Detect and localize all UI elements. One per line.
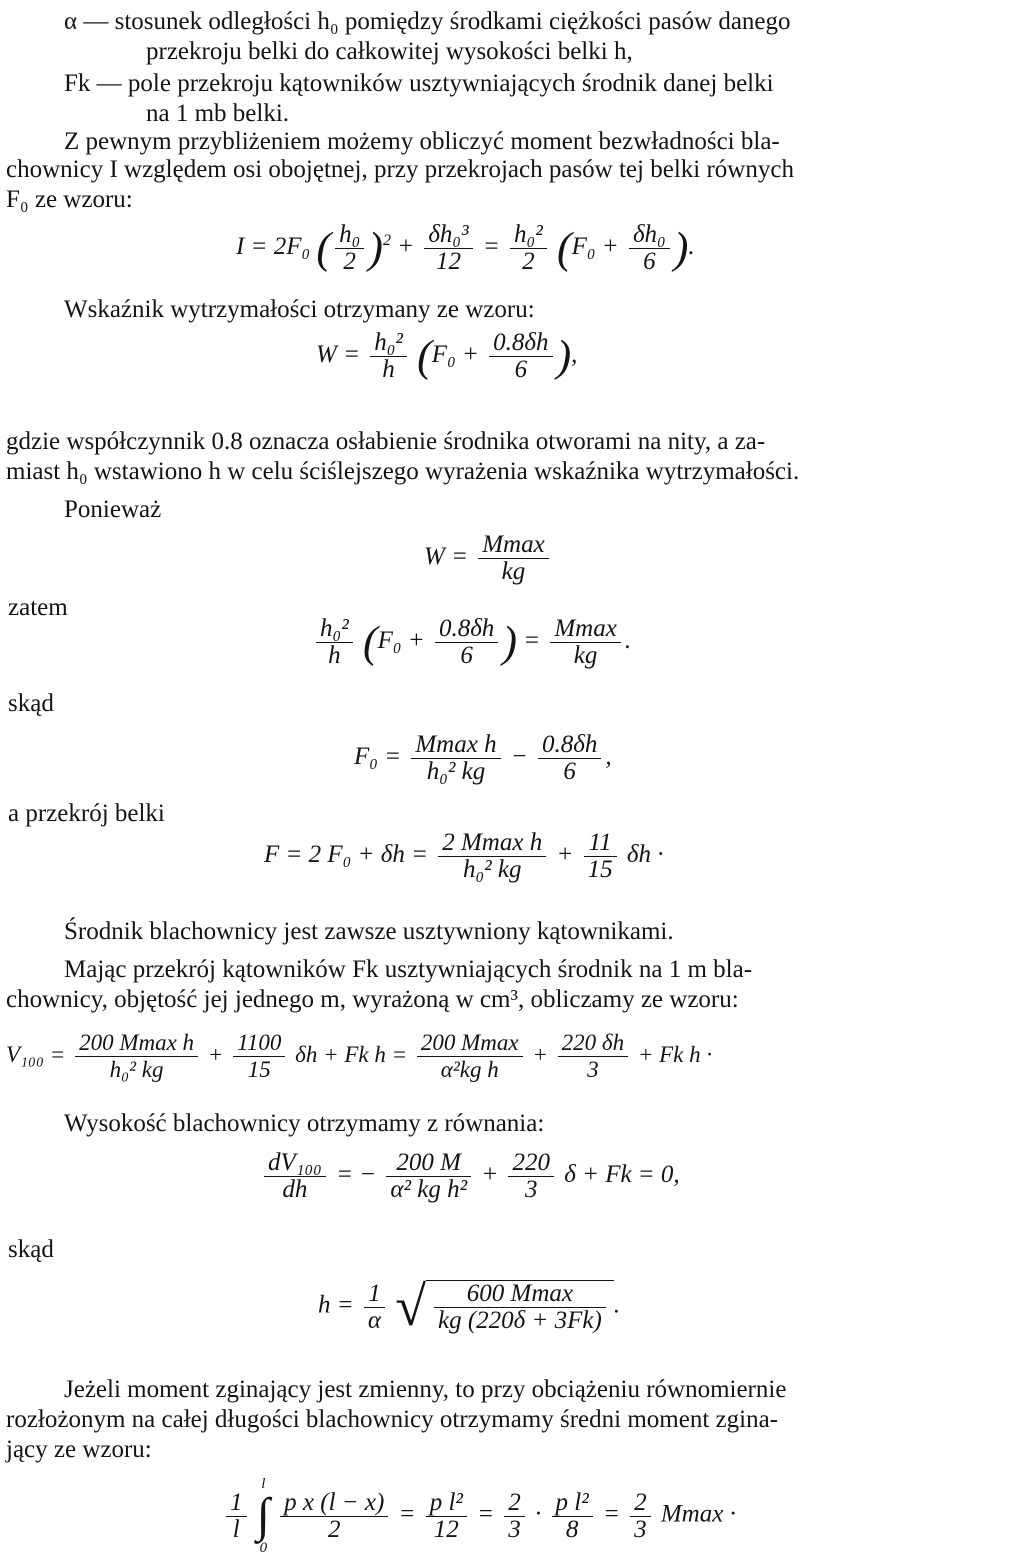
fraction: $\frac{\text{h₀²}}{h}$: [316, 616, 353, 669]
fraction: $\frac{1}{\alpha}$: [364, 1281, 385, 1334]
fraction: $\frac{\text{δh₀³}}{12}$: [424, 222, 472, 275]
eq-lhs: I = 2F₀: [236, 233, 311, 261]
fraction: $\frac{11}{15}$: [584, 830, 617, 883]
fraction: $\frac{\text{2 Mmax h}}{\text{h₀² kg}}$: [438, 830, 546, 883]
label-skad: skąd: [8, 1236, 54, 1263]
equation-f0: F₀ = $\frac{\text{Mmax h}}{\text{h₀² kg}}$ − $\frac{0.8\delta h}{6}$ ,: [354, 731, 612, 785]
label-przekroj-belki: a przekrój belki: [8, 800, 165, 827]
equation-volume: V₁₀₀ = $\frac{\text{200 Mmax h}}{\text{h₀² kg}}$ + $\frac{1100}{15}$ δh + Fk h = $\frac{200 Mmax}{\text{α²kg h}}$ + $\frac{220 \delta h}{3}$ + Fk h ·: [6, 1030, 713, 1082]
fraction: $\frac{\text{p x (l − x)}}{2}$: [280, 1490, 388, 1543]
fraction: $\frac{0.8\delta h}{6}$: [538, 732, 601, 785]
fraction: $\frac{2}{3}$: [630, 1490, 651, 1543]
equation-section-modulus: W = $\frac{\text{h₀²}}{h}$ (F₀ + $\frac{0.8\delta h}{6}$ ),: [316, 329, 578, 383]
fraction: $\frac{1}{l}$: [226, 1490, 247, 1543]
fraction: $\frac{\text{h₀²}}{h}$: [370, 330, 407, 383]
equation-w-from-moment: W = $\frac{Mmax}{kg}$: [424, 532, 553, 585]
text-line: chownicy I względem osi obojętnej, przy przekrojach pasów tej belki równych: [6, 156, 794, 183]
equation-derivative: $\frac{\text{dV₁₀₀}}{dh}$ = − $\frac{200 M}{\text{α² kg h²}}$ + $\frac{220}{3}$ δ + Fk = 0,: [260, 1150, 680, 1203]
text-line: chownicy, objętość jej jednego m, wyrażoną w cm³, obliczamy ze wzoru:: [6, 986, 739, 1013]
fraction: $\frac{\text{Mmax h}}{\text{h₀² kg}}$: [411, 732, 500, 785]
definition-alpha: α — stosunek odległości h₀ pomiędzy środkami ciężkości pasów danego: [64, 8, 791, 35]
equation-cross-section: F = 2 F₀ + δh = $\frac{\text{2 Mmax h}}{\text{h₀² kg}}$ + $\frac{11}{15}$ δh ·: [264, 829, 664, 883]
equation-height: h = $\frac{1}{\alpha}$ √ $\frac{600 Mmax}{kg (220\delta + 3Fk)}$ .: [318, 1276, 621, 1338]
text-line: miast h₀ wstawiono h w celu ściślejszego wyrażenia wskaźnika wytrzymałości.: [6, 458, 800, 485]
text-line: Wskaźnik wytrzymałości otrzymany ze wzoru:: [64, 296, 535, 323]
fraction: $\frac{\text{p l²}}{8}$: [552, 1490, 593, 1543]
definition-alpha-cont: przekroju belki do całkowitej wysokości belki h,: [146, 38, 633, 65]
fraction: $\frac{2}{3}$: [504, 1490, 525, 1543]
text-line: Mając przekrój kątowników Fk usztywniających środnik na 1 m bla-: [64, 956, 753, 983]
label-skad: skąd: [8, 690, 54, 717]
text-line: gdzie współczynnik 0.8 oznacza osłabienie środnika otworami na nity, a za-: [6, 428, 766, 455]
equation-moment-of-inertia: I = 2F₀ ( $\frac{\text{h₀}}{2}$ )$^2$ + $\frac{\text{δh₀³}}{12}$ = $\frac{\text{h₀²}}{2}$ (F₀ + $\frac{\text{δh₀}}{6}$ ).: [236, 221, 695, 275]
fraction: $\frac{\text{h₀}}{2}$: [335, 222, 364, 275]
text-line: Środnik blachownicy jest zawsze usztywniony kątownikami.: [64, 918, 674, 945]
fraction: $\frac{\text{p l²}}{12}$: [426, 1490, 467, 1543]
text-line: rozłożonym na całej długości blachownicy otrzymamy średni moment zgina-: [6, 1406, 778, 1433]
fraction: $\frac{220 \delta h}{3}$: [558, 1030, 628, 1083]
definition-fk: Fk — pole przekroju kątowników usztywniających środnik danej belki: [64, 70, 774, 97]
fraction: $\frac{0.8\delta h}{6}$: [435, 616, 498, 669]
fraction: $\frac{\text{h₀²}}{2}$: [510, 222, 547, 275]
text-line: Jeżeli moment zginający jest zmienny, to przy obciążeniu równomiernie: [64, 1376, 787, 1403]
fraction: $\frac{220}{3}$: [508, 1150, 554, 1203]
text-line: F₀ ze wzoru:: [6, 186, 133, 213]
fraction: $\frac{0.8\delta h}{6}$: [489, 330, 552, 383]
text-line: jący ze wzoru:: [6, 1436, 152, 1463]
label-poniewaz: Ponieważ: [64, 496, 162, 523]
fraction: $\frac{200 M}{\text{α² kg h²}}$: [386, 1150, 471, 1203]
fraction: $\frac{\text{δh₀}}{6}$: [629, 222, 670, 275]
fraction: $\frac{Mmax}{kg}$: [550, 616, 620, 669]
text-line: Z pewnym przybliżeniem możemy obliczyć moment bezwładności bla-: [64, 128, 780, 155]
equation-zatem: $\frac{\text{h₀²}}{h}$ (F₀ + $\frac{0.8\delta h}{6}$ ) = $\frac{Mmax}{kg}$ .: [312, 616, 631, 669]
equation-mean-moment: $\frac{1}{l}$ l ∫ 0 $\frac{\text{p x (l − x)}}{2}$ = $\frac{\text{p l²}}{12}$ = $\frac{2}{3}$ · $\frac{\text{p l²}}{8}$ = $\frac{2}{3}$ Mmax ·: [222, 1476, 736, 1556]
label-zatem: zatem: [8, 594, 68, 621]
fraction: $\frac{200 Mmax}{\text{α²kg h}}$: [417, 1030, 523, 1083]
text-line: Wysokość blachownicy otrzymamy z równania:: [64, 1110, 545, 1137]
fraction: $\frac{\text{200 Mmax h}}{\text{h₀² kg}}$: [75, 1030, 198, 1083]
definition-fk-cont: na 1 mb belki.: [146, 100, 290, 127]
fraction: $\frac{600 Mmax}{kg (220\delta + 3Fk)}$: [434, 1281, 606, 1334]
fraction: $\frac{\text{dV₁₀₀}}{dh}$: [264, 1150, 326, 1203]
fraction: $\frac{Mmax}{kg}$: [478, 532, 548, 585]
fraction: $\frac{1100}{15}$: [233, 1030, 285, 1083]
